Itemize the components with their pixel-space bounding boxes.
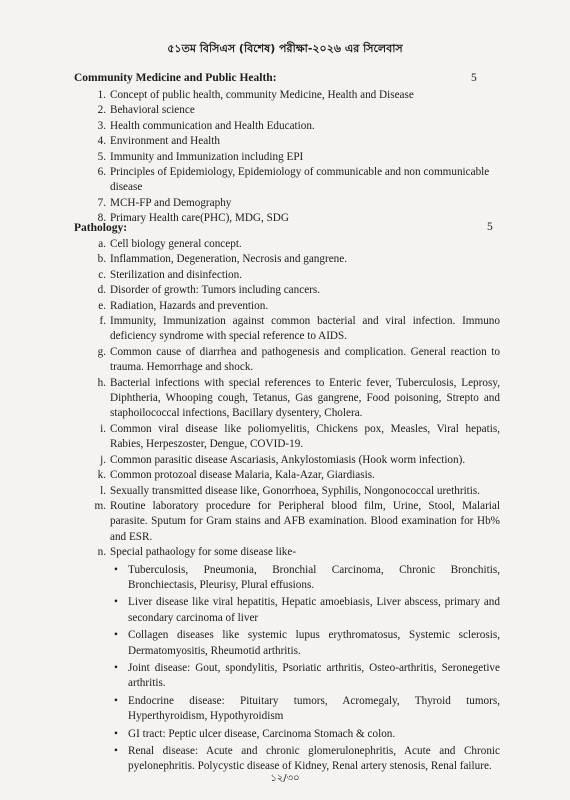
bullet-icon: • xyxy=(114,661,118,674)
community-medicine-item xyxy=(88,165,498,196)
pathology-item-text: Radiation, Hazards and prevention. xyxy=(110,299,269,312)
pathology-item-number: d. xyxy=(97,284,106,297)
bullet-icon: • xyxy=(114,563,118,576)
pathology-item-number: f. xyxy=(99,315,106,328)
pathology-item-text: Special pathaology for some disease like- xyxy=(110,546,297,559)
pathology-item xyxy=(88,484,500,499)
pathology-item xyxy=(88,283,500,298)
pathology-item-number: g. xyxy=(97,345,106,358)
pathology-item xyxy=(88,237,500,252)
pathology-item-number: h. xyxy=(97,376,106,389)
pathology-item-number: b. xyxy=(97,253,106,266)
community-medicine-list xyxy=(88,88,498,227)
community-medicine-item xyxy=(88,119,498,134)
community-medicine-item-number: 8. xyxy=(97,212,106,225)
page-header: ৫১তম বিসিএস (বিশেষ) পরীক্ষা-২০২৬ এর সিলেবাস xyxy=(167,42,403,55)
pathology-item-text: Routine laboratory procedure for Peripheral blood film, Urine, Stool, Malarial parasite. Sputum for Gram stains and AFB examination. Blood examination for Hb% and ESR. xyxy=(110,499,500,543)
special-pathology-subitem-text: Renal disease: Acute and chronic glomerulonephritis, Acute and Chronic pyelonephritis. Polycystic disease of Kidney, Renal artery stenosis, Renal failure. xyxy=(128,745,500,773)
pathology-item-text: Inflammation, Degeneration, Necrosis and gangrene. xyxy=(110,253,348,266)
community-medicine-item-text: Principles of Epidemiology, Epidemiology of communicable and non communicable disease xyxy=(110,166,490,194)
pathology-item xyxy=(88,499,500,545)
pathology-marks: 5 xyxy=(487,221,493,233)
pathology-item-number: k. xyxy=(97,469,106,482)
community-medicine-item-number: 3. xyxy=(97,119,106,132)
community-medicine-item-text: Concept of public health, community Medicine, Health and Disease xyxy=(110,89,414,101)
pathology-item-number: a. xyxy=(98,238,106,250)
community-medicine-item-text: Primary Health care(PHC), MDG, SDG xyxy=(110,212,289,225)
pathology-item-text: Common protozoal disease Malaria, Kala-Azar, Giardiasis. xyxy=(110,469,375,482)
pathology-item-text: Common parasitic disease Ascariasis, Ankylostomiasis (Hook worm infection). xyxy=(110,453,466,466)
pathology-item xyxy=(88,314,500,345)
community-medicine-item-text: Health communication and Health Education. xyxy=(110,119,315,132)
special-pathology-subitem xyxy=(110,727,500,742)
community-medicine-item-number: 6. xyxy=(97,166,106,179)
special-pathology-subitem-text: Tuberculosis, Pneumonia, Bronchial Carcinoma, Chronic Bronchitis, Bronchiectasis, Pleurisy, Plural effusions. xyxy=(128,563,500,591)
community-medicine-item-text: Environment and Health xyxy=(110,135,220,148)
community-medicine-item xyxy=(88,88,498,103)
pathology-item-number: j. xyxy=(100,453,106,466)
special-pathology-subitem xyxy=(110,563,500,594)
bullet-icon: • xyxy=(114,727,118,740)
pathology-item-number: l. xyxy=(100,484,106,497)
special-pathology-subitem xyxy=(110,661,500,692)
pathology-item-text: Sterilization and disinfection. xyxy=(110,268,243,281)
community-medicine-item xyxy=(88,211,498,226)
community-medicine-item xyxy=(88,196,498,211)
page-number: ১২/৩০ xyxy=(270,773,300,784)
special-pathology-subitem-text: Collagen diseases like systemic lupus erythromatosus, Systemic sclerosis, Dermatomyositis, Rheumotid arthritis. xyxy=(128,629,500,657)
special-pathology-subitem-text: GI tract: Peptic ulcer disease, Carcinoma Stomach & colon. xyxy=(128,727,396,740)
pathology-item-number: i. xyxy=(100,422,106,435)
pathology-item-text: Disorder of growth: Tumors including cancers. xyxy=(110,284,321,297)
pathology-item xyxy=(88,345,500,376)
community-medicine-item xyxy=(88,150,498,165)
pathology-item-number: n. xyxy=(97,546,106,559)
special-pathology-sublist xyxy=(110,563,500,775)
community-medicine-item-number: 1. xyxy=(97,89,106,101)
pathology-item-number: m. xyxy=(94,499,106,512)
pathology-item-text: Common viral disease like poliomyelitis, Chickens pox, Measles, Viral hepatis, Rabies, Herpeszoster, Dengue, COVID-19. xyxy=(110,422,500,451)
community-medicine-item-text: Immunity and Immunization including EPI xyxy=(110,150,304,163)
pathology-item xyxy=(88,376,500,422)
community-medicine-marks: 5 xyxy=(471,72,477,84)
bullet-icon: • xyxy=(114,694,118,707)
pathology-item xyxy=(88,422,500,453)
pathology-item xyxy=(88,468,500,483)
pathology-item-number: c. xyxy=(98,268,106,281)
community-medicine-item-number: 4. xyxy=(97,135,106,148)
special-pathology-subitem-text: Joint disease: Gout, spondylitis, Psoriatic arthritis, Osteo-arthritis, Seronegetive arthritis. xyxy=(128,661,500,690)
bullet-icon: • xyxy=(114,745,118,757)
pathology-title: Pathology: xyxy=(74,222,128,234)
pathology-item xyxy=(88,268,500,283)
pathology-item xyxy=(88,299,500,314)
pathology-item xyxy=(88,453,500,468)
bullet-icon: • xyxy=(114,596,118,609)
community-medicine-item xyxy=(88,103,498,118)
bullet-icon: • xyxy=(114,629,118,642)
pathology-list xyxy=(88,237,500,775)
special-pathology-subitem xyxy=(110,595,500,626)
pathology-item-text: Sexually transmitted disease like, Gonorrhoea, Syphilis, Nongonococcal urethritis. xyxy=(110,484,481,497)
special-pathology-subitem xyxy=(110,628,500,659)
pathology-item xyxy=(88,545,500,775)
community-medicine-item-number: 7. xyxy=(97,196,106,209)
pathology-item xyxy=(88,252,500,267)
community-medicine-item-text: Behavioral science xyxy=(110,104,195,117)
community-medicine-item-number: 5. xyxy=(97,150,106,163)
community-medicine-item xyxy=(88,134,498,149)
special-pathology-subitem-text: Liver disease like viral hepatitis, Hepatic amoebiasis, Liver abscess, primary and secondary carcinoma of liver xyxy=(128,596,500,624)
pathology-item-text: Bacterial infections with special references to Enteric fever, Tuberculosis, Leprosy, Diphtheria, Whooping cough, Tetanus, Gas gangrene, Food poisoning, Strepto and staphoilococcal infections, Bacillary dysentery, Cholera. xyxy=(110,376,500,420)
community-medicine-title: Community Medicine and Public Health: xyxy=(74,72,277,84)
special-pathology-subitem-text: Endocrine disease: Pituitary tumors, Acromegaly, Thyroid tumors, Hyperthyroidism, Hypothyroidism xyxy=(128,694,500,723)
community-medicine-item-text: MCH-FP and Demography xyxy=(110,196,232,209)
community-medicine-item-number: 2. xyxy=(97,104,106,117)
special-pathology-subitem xyxy=(110,694,500,725)
pathology-item-text: Immunity, Immunization against common bacterial and viral infection. Immuno deficiency syndrome with special reference to AIDS. xyxy=(110,315,500,343)
pathology-item-text: Common cause of diarrhea and pathogenesis and complication. General reaction to trauma. Hemorrhage and shock. xyxy=(110,345,500,374)
pathology-item-text: Cell biology general concept. xyxy=(110,238,242,250)
pathology-item-number: e. xyxy=(98,299,106,312)
